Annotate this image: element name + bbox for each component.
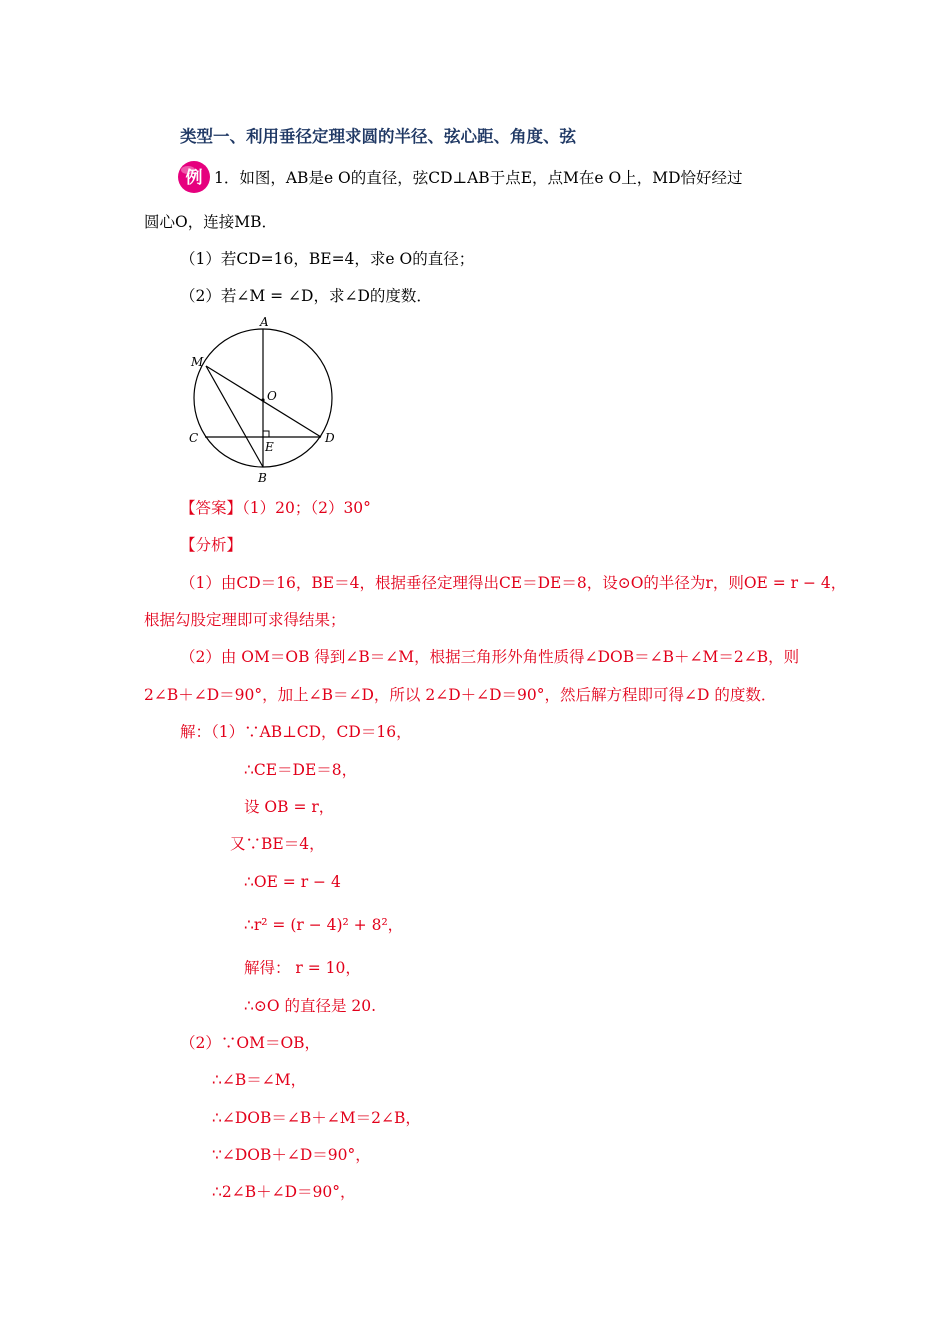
circle-geometry-figure xyxy=(180,314,350,489)
center-point xyxy=(261,398,264,401)
question-part-1: （1）若CD=16，BE=4，求e O的直径； xyxy=(180,250,475,268)
solution-line-7: 解得： r = 10， xyxy=(244,959,361,977)
section-heading: 类型一、利用垂径定理求圆的半径、弦心距、角度、弦 xyxy=(180,127,576,146)
question-line-1: 1．如图，AB是e O的直径，弦CD⊥AB于点E，点M在e O上，MD恰好经过 xyxy=(214,169,743,187)
solution-line-1: 解：（1）∵AB⊥CD，CD＝16， xyxy=(180,723,412,741)
label-c: C xyxy=(189,431,199,445)
analysis-line-3: （2）由 OM＝OB 得到∠B＝∠M，根据三角形外角性质得∠DOB＝∠B＋∠M＝2∠B，则 xyxy=(180,648,800,666)
solution-line-4: 又∵BE＝4， xyxy=(230,835,325,853)
part2-line-5: ∴2∠B＋∠D＝90°， xyxy=(212,1183,356,1201)
solution-line-5: ∴OE = r − 4 xyxy=(244,873,341,891)
analysis-line-4: 2∠B＋∠D＝90°，加上∠B＝∠D，所以 2∠D＋∠D＝90°，然后解方程即可得∠D 的度数． xyxy=(144,686,777,704)
solution-line-6: ∴r² = (r − 4)² + 8²， xyxy=(244,916,404,934)
analysis-line-2: 根据勾股定理即可求得结果； xyxy=(144,611,346,629)
part2-line-2: ∴∠B＝∠M， xyxy=(212,1071,307,1089)
question-part-2: （2）若∠M = ∠D，求∠D的度数． xyxy=(180,287,432,305)
example-badge-icon xyxy=(176,158,212,194)
answer-line: 【答案】（1）20；（2）30° xyxy=(180,499,371,517)
solution-line-3: 设 OB = r， xyxy=(244,798,335,816)
label-d: D xyxy=(325,431,335,445)
label-m: M xyxy=(191,355,204,369)
segment-mb xyxy=(206,366,263,467)
label-o: O xyxy=(267,389,277,403)
part2-line-1: （2）∵OM＝OB， xyxy=(180,1034,321,1052)
question-line-2: 圆心O，连接MB． xyxy=(144,213,277,231)
label-b: B xyxy=(258,471,267,485)
right-angle-mark xyxy=(263,431,269,437)
solution-line-2: ∴CE＝DE＝8， xyxy=(244,761,358,779)
label-a: A xyxy=(260,315,269,329)
part2-line-4: ∵∠DOB＋∠D＝90°， xyxy=(212,1146,371,1164)
part2-line-3: ∴∠DOB＝∠B＋∠M＝2∠B， xyxy=(212,1109,421,1127)
analysis-heading: 【分析】 xyxy=(180,536,243,554)
analysis-line-1: （1）由CD＝16，BE＝4，根据垂径定理得出CE＝DE＝8，设⊙O的半径为r，则OE = r − 4， xyxy=(180,574,847,592)
solution-line-8: ∴⊙O 的直径是 20. xyxy=(244,997,377,1015)
label-e: E xyxy=(265,440,274,454)
badge-char: 例 xyxy=(185,168,203,188)
